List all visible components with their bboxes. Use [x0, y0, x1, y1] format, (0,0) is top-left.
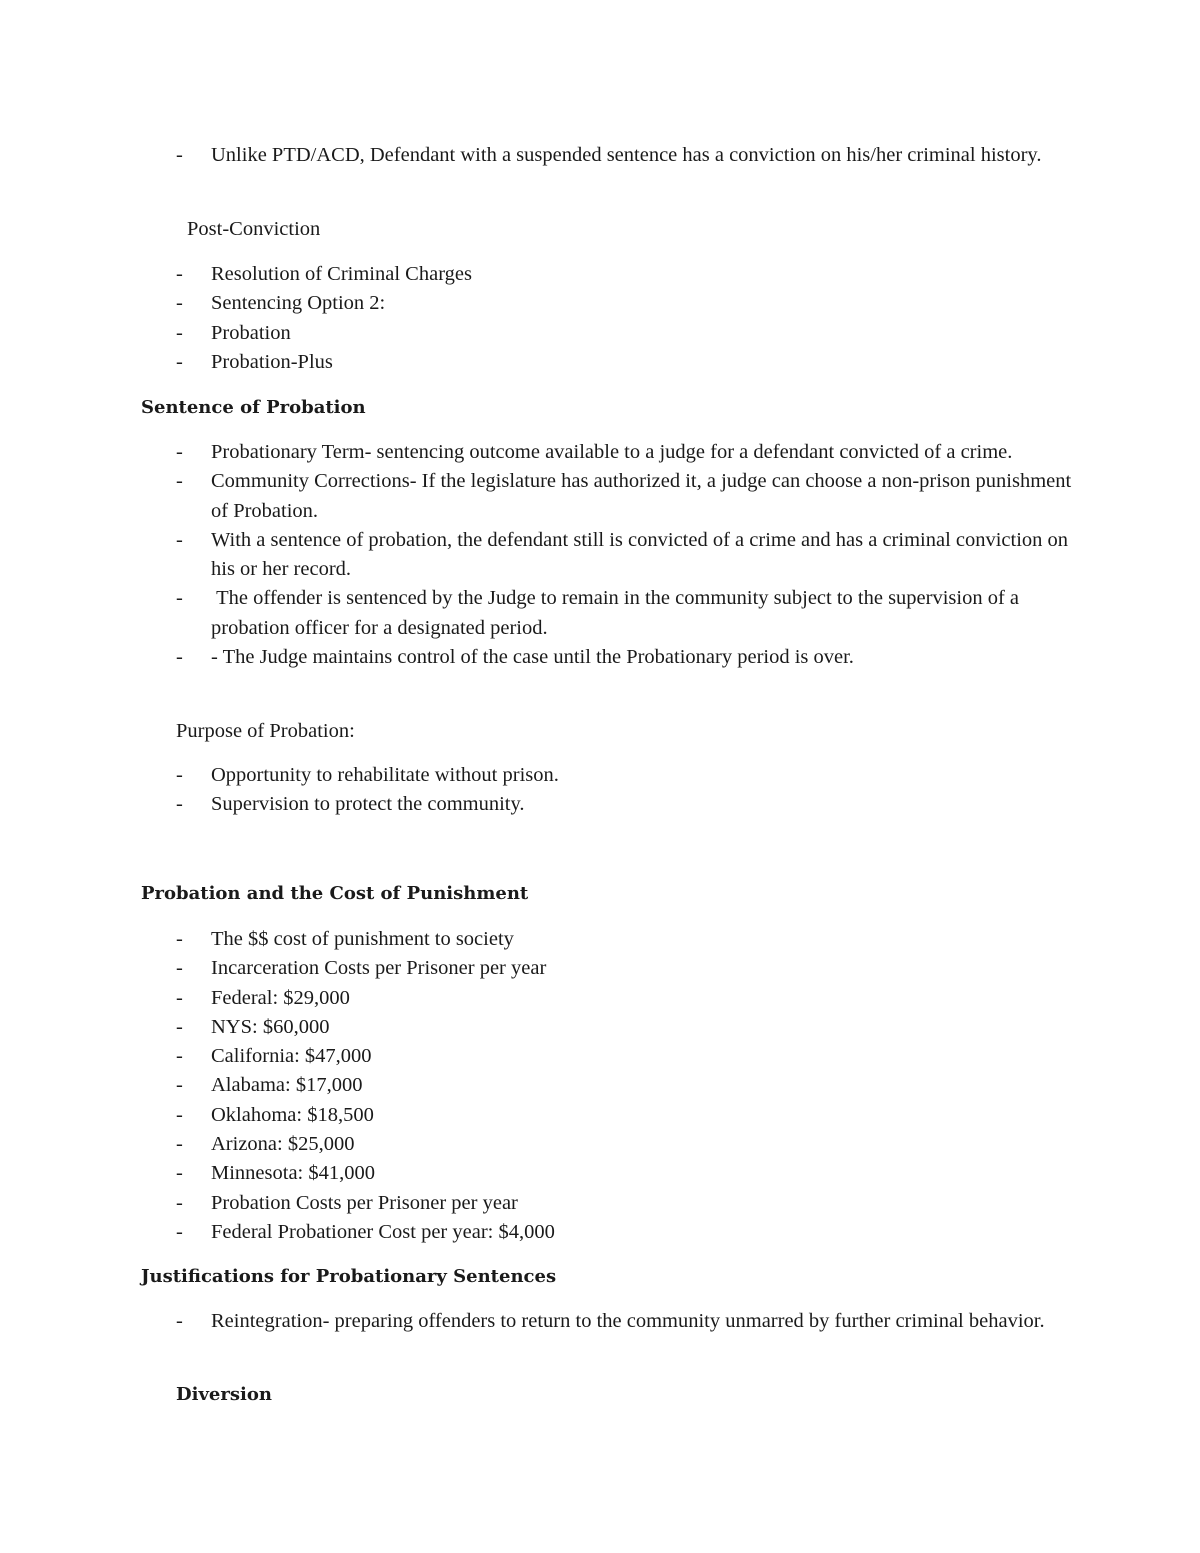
- purpose-list: [176, 761, 1076, 820]
- list-item: [176, 348, 1076, 377]
- dash-bullet: -: [176, 528, 183, 551]
- list-item-text: Probation-Plus: [211, 350, 333, 373]
- sentence-of-probation-heading: Sentence of Probation: [141, 397, 366, 418]
- post-conviction-list: [176, 260, 1076, 377]
- list-item: [176, 1071, 1076, 1100]
- dash-bullet: -: [176, 470, 183, 493]
- dash-bullet: -: [176, 587, 183, 610]
- dash-bullet: -: [176, 928, 183, 950]
- list-item-text: Opportunity to rehabilitate without prison.: [211, 764, 559, 786]
- dash-bullet: -: [176, 1310, 183, 1332]
- list-item-text: The $$ cost of punishment to society: [211, 928, 514, 950]
- list-item: [176, 1189, 1076, 1218]
- list-item: [176, 1307, 1076, 1336]
- dash-bullet: -: [176, 1220, 183, 1243]
- list-item: [176, 1042, 1076, 1071]
- list-item-text: California: $47,000: [211, 1045, 372, 1068]
- post-conviction-label: Post-Conviction: [187, 218, 321, 240]
- dash-bullet: -: [176, 986, 183, 1009]
- dash-bullet: -: [176, 764, 183, 786]
- list-item: [176, 319, 1076, 348]
- list-item: [176, 467, 1076, 526]
- dash-bullet: -: [176, 957, 183, 980]
- list-item: [176, 1101, 1076, 1130]
- list-item-text: - The Judge maintains control of the case until the Probationary period is over.: [211, 646, 854, 669]
- dash-bullet: -: [176, 350, 183, 373]
- dash-bullet: -: [176, 321, 183, 344]
- dash-bullet: -: [176, 144, 183, 166]
- list-item-text: Reintegration- preparing offenders to return to the community unmarred by further criminal behavior.: [211, 1310, 1045, 1332]
- list-item-text: Unlike PTD/ACD, Defendant with a suspended sentence has a conviction on his/her criminal history.: [211, 144, 1042, 166]
- sentence-of-probation-list: [176, 438, 1076, 672]
- list-item: [176, 289, 1076, 318]
- list-item-text: Federal Probationer Cost per year: $4,000: [211, 1220, 555, 1243]
- list-item: [176, 761, 1076, 790]
- list-item-text: Minnesota: $41,000: [211, 1162, 375, 1185]
- list-item-text: NYS: $60,000: [211, 1015, 330, 1038]
- justifications-heading: Justifications for Probationary Sentences: [141, 1266, 557, 1287]
- list-item: [176, 526, 1076, 585]
- dash-bullet: -: [176, 1162, 183, 1185]
- purpose-of-probation-label: Purpose of Probation:: [176, 720, 355, 742]
- dash-bullet: -: [176, 646, 183, 669]
- dash-bullet: -: [176, 793, 183, 816]
- justifications-list: [176, 1307, 1076, 1336]
- dash-bullet: -: [176, 1133, 183, 1156]
- dash-bullet: -: [176, 1103, 183, 1126]
- dash-bullet: -: [176, 1191, 183, 1214]
- list-item: [176, 1159, 1076, 1188]
- suspended-sentence-list: [176, 141, 1076, 170]
- list-item-text: Arizona: $25,000: [211, 1133, 355, 1156]
- list-item: [176, 260, 1076, 289]
- list-item-text: Probationary Term- sentencing outcome available to a judge for a defendant convicted of a crime.: [211, 441, 1013, 463]
- dash-bullet: -: [176, 1074, 183, 1097]
- list-item-text: Probation Costs per Prisoner per year: [211, 1191, 518, 1214]
- list-item: [176, 438, 1076, 467]
- dash-bullet: -: [176, 1045, 183, 1068]
- list-item-text: Incarceration Costs per Prisoner per year: [211, 957, 547, 980]
- list-item: [176, 925, 1076, 954]
- dash-bullet: -: [176, 1015, 183, 1038]
- list-item: [176, 643, 1076, 672]
- list-item-text: Federal: $29,000: [211, 986, 350, 1009]
- list-item: [176, 1218, 1076, 1247]
- list-item: [176, 954, 1076, 983]
- dash-bullet: -: [176, 441, 183, 463]
- list-item: [176, 1130, 1076, 1159]
- dash-bullet: -: [176, 263, 183, 285]
- diversion-heading: Diversion: [176, 1384, 272, 1405]
- list-item-text: The offender is sentenced by the Judge to remain in the community subject to the supervision of a probation officer for a designated period.: [211, 587, 1025, 639]
- list-item: [176, 1013, 1076, 1042]
- list-item-text: With a sentence of probation, the defendant still is convicted of a crime and has a criminal conviction on his or her record.: [211, 528, 1074, 581]
- list-item: [176, 790, 1076, 819]
- list-item-text: Oklahoma: $18,500: [211, 1103, 374, 1126]
- list-item: [176, 584, 1076, 643]
- cost-of-punishment-heading: Probation and the Cost of Punishment: [141, 883, 529, 904]
- list-item-text: Community Corrections- If the legislature has authorized it, a judge can choose a non-prison punishment of Probation.: [211, 470, 1077, 522]
- dash-bullet: -: [176, 292, 183, 315]
- list-item-text: Sentencing Option 2:: [211, 292, 386, 315]
- list-item-text: Supervision to protect the community.: [211, 793, 525, 816]
- list-item-text: Resolution of Criminal Charges: [211, 263, 472, 285]
- list-item: [176, 984, 1076, 1013]
- list-item-text: Alabama: $17,000: [211, 1074, 363, 1097]
- list-item: [176, 141, 1076, 170]
- list-item-text: Probation: [211, 321, 291, 344]
- cost-list: [176, 925, 1076, 1247]
